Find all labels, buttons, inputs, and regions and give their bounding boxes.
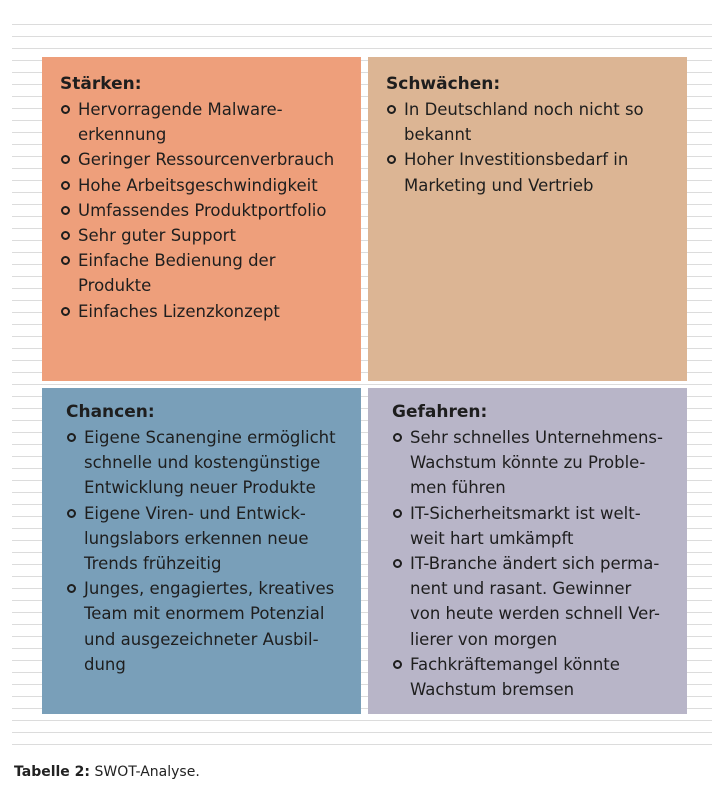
weaknesses-title: Schwächen: [386, 74, 501, 94]
list-item-line: Team mit enormem Potenzial [84, 604, 325, 624]
list-item [66, 576, 355, 677]
opportunities-list [66, 425, 355, 677]
list-item [386, 97, 681, 147]
list-item-line: Wachstum könnte zu Proble- [410, 453, 646, 473]
bullet-icon [61, 105, 70, 114]
strengths-title: Stärken: [60, 74, 142, 94]
list-item-line: weit hart umkämpft [410, 528, 574, 548]
threats-quadrant [368, 388, 687, 714]
list-item-line: Hervorragende Malware- [78, 100, 283, 119]
bullet-icon [393, 433, 402, 442]
bullet-icon [61, 181, 70, 190]
bullet-icon [67, 584, 76, 593]
list-item-line: Fachkräftemangel könnte [410, 654, 620, 674]
strengths-quadrant [42, 57, 361, 381]
list-item-line: lungslabors erkennen neue [84, 528, 309, 548]
list-item-line: IT-Sicherheitsmarkt ist welt- [410, 503, 641, 523]
list-item-line: erkennung [78, 125, 167, 145]
list-item [392, 551, 681, 652]
list-item-line: lierer von morgen [410, 629, 558, 649]
list-item-line: Eigene Scanengine ermöglicht [84, 428, 336, 447]
list-item-line: Sehr guter Support [78, 226, 236, 246]
list-item-line: Junges, engagiertes, kreatives [84, 579, 335, 599]
list-item-line: Wachstum bremsen [410, 680, 575, 700]
weaknesses-list [386, 97, 681, 198]
list-item [386, 147, 681, 197]
threats-list [392, 425, 681, 702]
caption-text: SWOT-Analyse. [94, 764, 200, 780]
list-item-line: Hohe Arbeitsgeschwindigkeit [78, 175, 318, 195]
bullet-icon [393, 660, 402, 669]
list-item-line: Produkte [78, 276, 152, 296]
bullet-icon [61, 155, 70, 164]
list-item [392, 652, 681, 702]
opportunities-title: Chancen: [66, 402, 155, 422]
list-item-line: bekannt [404, 125, 472, 145]
list-item [392, 425, 681, 501]
threats-title: Gefahren: [392, 402, 488, 422]
list-item [60, 147, 355, 172]
opportunities-quadrant [42, 388, 361, 714]
list-item [66, 501, 355, 577]
list-item-line: dung [84, 654, 126, 674]
weaknesses-quadrant [368, 57, 687, 381]
list-item-line: und ausgezeichneter Ausbil- [84, 629, 319, 649]
list-item-line: Hoher Investitionsbedarf in [404, 150, 629, 170]
list-item [60, 223, 355, 248]
bullet-icon [67, 509, 76, 518]
list-item-line: Entwicklung neuer Produkte [84, 478, 316, 498]
bullet-icon [61, 231, 70, 240]
bullet-icon [393, 509, 402, 518]
bullet-icon [61, 256, 70, 265]
list-item-line: Eigene Viren- und Entwick- [84, 503, 306, 523]
list-item [66, 425, 355, 501]
list-item-line: Marketing und Vertrieb [404, 175, 594, 195]
list-item-line: nent und rasant. Gewinner [410, 579, 632, 599]
bullet-icon [387, 155, 396, 164]
bullet-icon [387, 105, 396, 114]
list-item-line: Trends frühzeitig [84, 554, 222, 574]
list-item [60, 97, 355, 147]
list-item-line: von heute werden schnell Ver- [410, 604, 660, 624]
list-item-line: In Deutschland noch nicht so [404, 100, 644, 119]
list-item [60, 173, 355, 198]
bullet-icon [61, 307, 70, 316]
list-item-line: men führen [410, 478, 506, 498]
bullet-icon [61, 206, 70, 215]
list-item-line: Einfaches Lizenzkonzept [78, 301, 280, 321]
list-item-line: schnelle und kostengünstige [84, 453, 321, 473]
bullet-icon [393, 559, 402, 568]
list-item-line: Einfache Bedienung der [78, 251, 276, 271]
table-caption [14, 764, 200, 780]
bullet-icon [67, 433, 76, 442]
list-item [392, 501, 681, 551]
list-item-line: Geringer Ressourcenverbrauch [78, 150, 335, 170]
caption-label: Tabelle 2: [14, 764, 91, 780]
list-item-line: Umfassendes Produktportfolio [78, 200, 327, 220]
list-item [60, 248, 355, 298]
strengths-list [60, 97, 355, 324]
list-item-line: Sehr schnelles Unternehmens- [410, 428, 663, 447]
list-item [60, 299, 355, 324]
list-item [60, 198, 355, 223]
list-item-line: IT-Branche ändert sich perma- [410, 554, 660, 574]
swot-table [42, 57, 687, 714]
